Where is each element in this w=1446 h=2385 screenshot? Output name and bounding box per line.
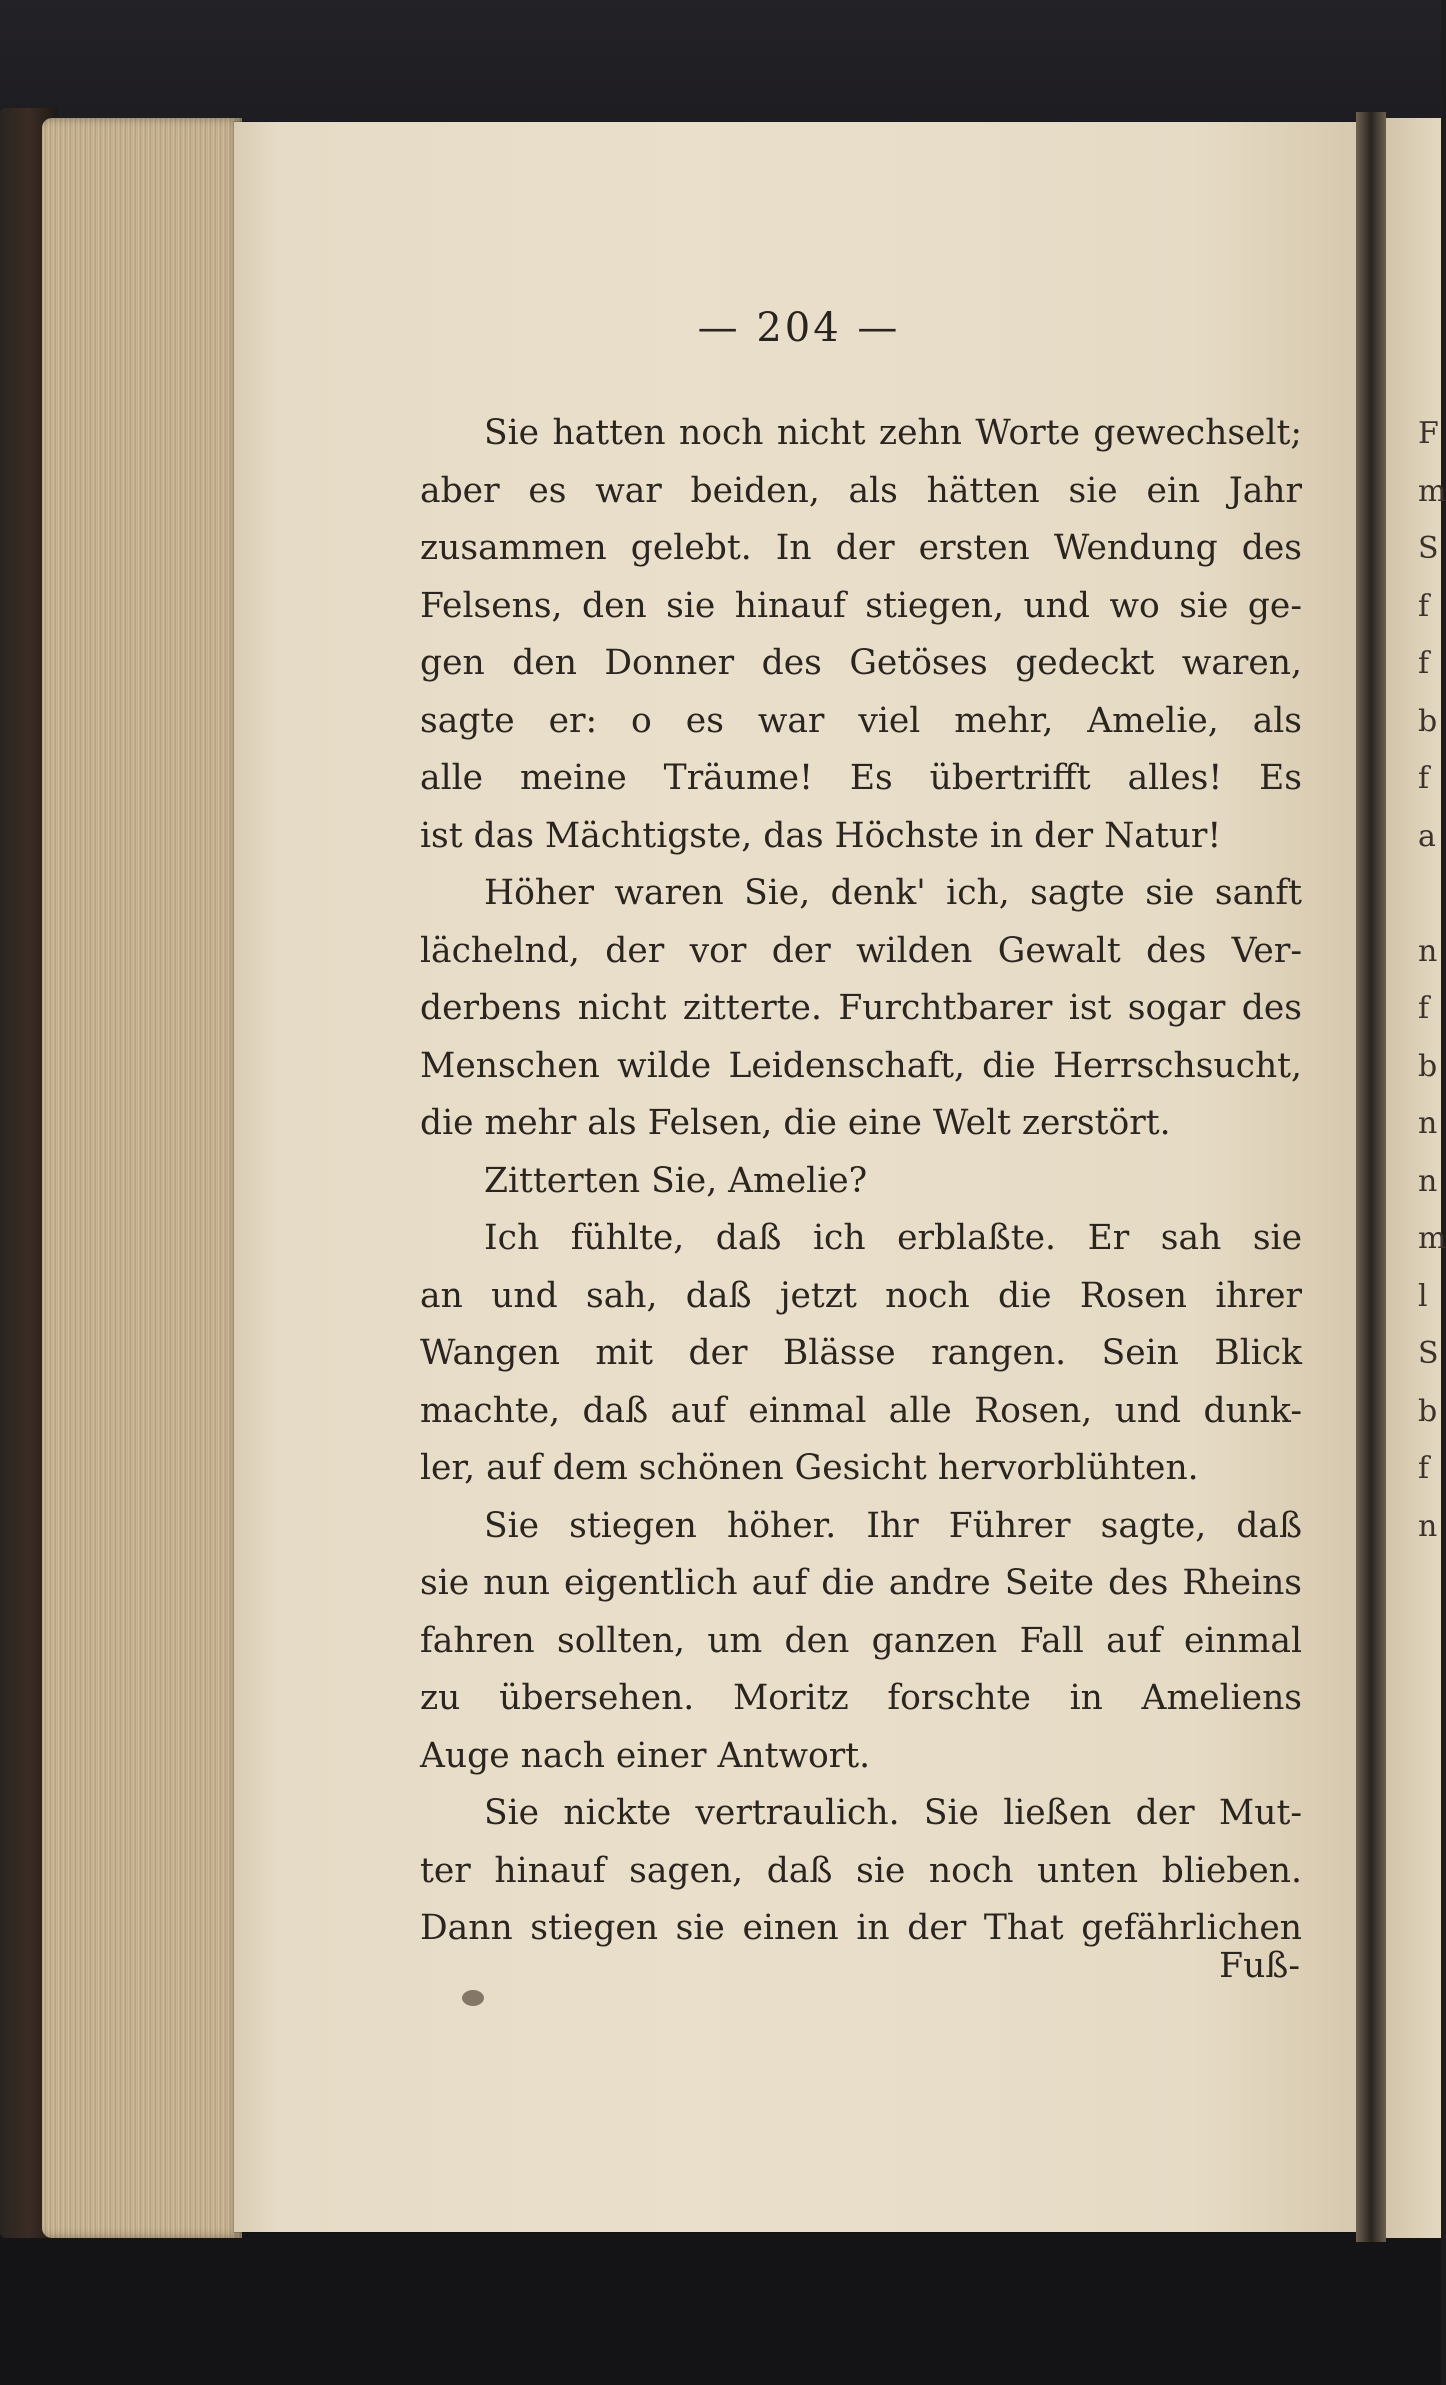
text-line: zu übersehen. Moritz forschte in Ameliens <box>420 1678 1302 1718</box>
facing-page-fragment: m <box>1418 473 1446 509</box>
facing-page-fragment: b <box>1418 1048 1438 1084</box>
facing-page-text-fragments <box>1418 405 1446 1958</box>
text-line: fahren sollten, um den ganzen Fall auf einmal <box>420 1620 1302 1661</box>
facing-page-fragment: m <box>1418 1221 1446 1256</box>
facing-page-fragment <box>1418 865 1440 923</box>
text-line: Menschen wilde Leidenschaft, die Herrschsucht, <box>420 1045 1302 1086</box>
text-line: machte, daß auf einmal alle Rosen, und dunk- <box>420 1390 1302 1431</box>
book-gutter <box>1356 112 1386 2242</box>
facing-page-fragment: n <box>1418 1508 1438 1544</box>
facing-page-fragment: F <box>1418 416 1439 451</box>
text-line: gen den Donner des Getöses gedeckt waren, <box>420 643 1302 683</box>
text-line: Auge nach einer Antwort. <box>420 1735 871 1776</box>
facing-page-fragment <box>1418 1555 1440 1613</box>
text-line: Sie hatten noch nicht zehn Worte gewechselt; <box>484 413 1302 453</box>
facing-page-fragment <box>1418 1843 1440 1901</box>
ink-smudge <box>462 1990 484 2006</box>
text-line: an und sah, daß jetzt noch die Rosen ihrer <box>420 1275 1302 1316</box>
facing-page-fragment <box>1418 1900 1440 1958</box>
facing-page-fragment: a <box>1418 818 1436 854</box>
facing-page-fragment: b <box>1418 1393 1438 1429</box>
facing-page-fragment: f <box>1418 588 1430 624</box>
text-line: Höher waren Sie, denk' ich, sagte sie sanft <box>484 873 1302 913</box>
text-line: zusammen gelebt. In der ersten Wendung des <box>420 528 1302 568</box>
facing-page-fragment: f <box>1418 1451 1430 1486</box>
text-line: Sie nickte vertraulich. Sie ließen der Mut- <box>484 1793 1302 1833</box>
text-line: sie nun eigentlich auf die andre Seite des Rheins <box>420 1563 1302 1603</box>
text-line: lächelnd, der vor der wilden Gewalt des Ver- <box>420 930 1302 971</box>
text-line: derbens nicht zitterte. Furchtbarer ist sogar des <box>420 988 1302 1028</box>
facing-page-fragment <box>1418 1670 1440 1728</box>
text-line: sagte er: o es war viel mehr, Amelie, als <box>420 700 1302 741</box>
text-line: Dann stiegen sie einen in der That gefährlichen <box>420 1908 1302 1948</box>
facing-page-fragment: n <box>1418 933 1438 969</box>
facing-page-fragment: b <box>1418 703 1438 739</box>
facing-page-fragment: l <box>1418 1278 1428 1314</box>
text-line: die mehr als Felsen, die eine Welt zerstört. <box>420 1103 1171 1143</box>
text-line: Ich fühlte, daß ich erblaßte. Er sah sie <box>484 1218 1302 1258</box>
facing-page-fragment: f <box>1418 761 1430 796</box>
page-number-header: — 204 — <box>697 305 901 351</box>
facing-page-fragment <box>1418 1613 1440 1671</box>
page-stack-edges <box>42 118 242 2238</box>
catchword: Fuß- <box>1219 1946 1300 1986</box>
facing-page-fragment <box>1418 1785 1440 1843</box>
text-line: aber es war beiden, als hätten sie ein Jahr <box>420 470 1302 511</box>
facing-page-fragment: n <box>1418 1163 1438 1199</box>
facing-page-fragment: f <box>1418 991 1430 1026</box>
facing-page-fragment: S <box>1418 1336 1439 1371</box>
text-line: Felsens, den sie hinauf stiegen, und wo sie ge- <box>420 585 1302 626</box>
text-line: Sie stiegen höher. Ihr Führer sagte, daß <box>484 1505 1302 1546</box>
text-line: ist das Mächtigste, das Höchste in der Natur! <box>420 815 1222 856</box>
facing-page-fragment: S <box>1418 531 1439 566</box>
text-line: ler, auf dem schönen Gesicht hervorblühten. <box>420 1448 1199 1488</box>
body-text <box>420 405 1302 1958</box>
text-line: Wangen mit der Blässe rangen. Sein Blick <box>420 1333 1302 1373</box>
text-line: Zitterten Sie, Amelie? <box>484 1160 868 1201</box>
text-line: ter hinauf sagen, daß sie noch unten blieben. <box>420 1850 1302 1891</box>
text-line: alle meine Träume! Es übertrifft alles! Es <box>420 758 1302 798</box>
facing-page-fragment <box>1418 1728 1440 1786</box>
facing-page-fragment: f <box>1418 646 1430 681</box>
facing-page-fragment: n <box>1418 1106 1438 1141</box>
